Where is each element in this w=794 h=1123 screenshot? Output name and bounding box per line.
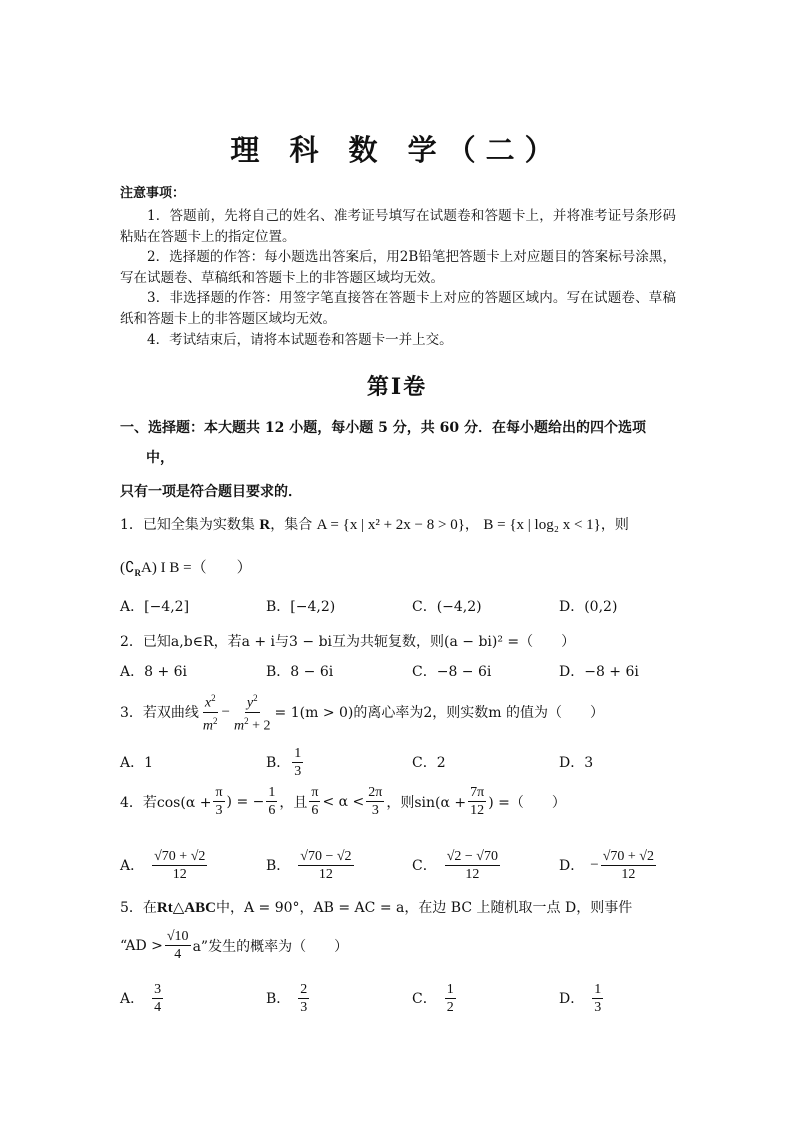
q4-text-c: ，且	[279, 794, 308, 811]
q4-option-a-den: 12	[172, 866, 187, 882]
q1-text: 1．已知全集为实数集	[120, 517, 255, 533]
q4-option-d-num: √70 + √2	[602, 848, 654, 864]
q2-option-c: C．−8 − 6i	[412, 664, 492, 680]
q4-options	[120, 845, 680, 885]
q5-text-line2b: a”发生的概率为（ ）	[192, 938, 349, 955]
q3-frac-x: $\frac{x^2}{m^2}$	[201, 690, 220, 734]
q4-option-b-label: B．	[266, 858, 291, 874]
q1-option-d: D．(0,2)	[559, 599, 618, 615]
q4-option-d	[559, 845, 658, 885]
notice-item: 1．答题前，先将自己的姓名、准考证号填写在试题卷和答题卡上，并将准考证号条形码粘贴在答题卡上的指定位置。	[120, 208, 676, 245]
q1-expr: A) I B =（ ）	[141, 560, 252, 576]
q3-text: 3．若双曲线	[120, 705, 199, 722]
q3-option-b-den: 3	[294, 763, 302, 779]
q1-option-c: C．(−4,2)	[412, 599, 482, 615]
q1-complement: (∁	[120, 560, 135, 576]
q4-text-f: ) =（ ）	[488, 794, 566, 811]
q3-option-b-label: B．	[266, 755, 291, 771]
q5-text-c: 中，A = 90°，AB = AC = a，在边 BC 上随机取一点 D，则事件	[215, 900, 633, 916]
q5-text-line2a: “AD >	[120, 937, 163, 954]
q5-triangle: Rt△ABC	[156, 900, 216, 916]
q1-option-b: B．[−4,2)	[266, 599, 336, 615]
q4-option-b-den: 12	[318, 866, 333, 882]
q5-options	[120, 978, 680, 1018]
q5-option-d-den: 3	[594, 999, 602, 1015]
notice-item: 2．选择题的作答：每小题选出答案后，用2B铅笔把答题卡上对应题目的答案标号涂黑，写在试题卷、草稿纸和答题卡上的非答题区域均无效。	[120, 249, 676, 286]
q1-option-a: A．[−4,2]	[120, 599, 190, 615]
q3-option-d: D．3	[559, 755, 594, 771]
q1-set-b: B = {x | log₂ x < 1}	[483, 517, 601, 533]
q4-option-a-num: √70 + √2	[154, 848, 206, 864]
q1-set-a: A = {x | x² + 2x − 8 > 0}	[316, 517, 465, 533]
q5-option-a-num: 3	[154, 981, 162, 997]
q4-option-d-label: D．	[559, 858, 585, 874]
q5-option-d	[559, 978, 605, 1018]
part-heading-line3: 只有一项是符合题目要求的．	[120, 484, 302, 500]
q5-option-b-label: B．	[266, 991, 291, 1007]
q5-option-d-label: D．	[559, 991, 585, 1007]
page-title: 理 科 数 学（二）	[230, 133, 564, 167]
question-5	[120, 897, 680, 917]
part-heading-cont: 中，	[146, 450, 174, 466]
q4-option-c-label: C．	[412, 858, 437, 874]
q3-text-b: = 1(m > 0)的离心率为2，则实数m 的值为（ ）	[274, 705, 605, 722]
q5-option-a-den: 4	[154, 999, 162, 1015]
q5-option-b	[266, 978, 311, 1018]
question-3: 3．若双曲线 $\frac{x^2}{m^2}$ − $\frac{y^2}{m^2 + 2}$ = 1(m > 0)的离心率为2，则实数m 的值为（ ）	[120, 690, 680, 734]
q4-option-d-den: 12	[621, 866, 636, 882]
notice-item: 4．考试结束后，请将本试题卷和答题卡一并上交。	[147, 331, 453, 348]
q4-text-d: < α <	[322, 793, 365, 810]
q5-option-a	[120, 978, 165, 1018]
q4-option-b-num: √70 − √2	[300, 848, 352, 864]
question-2: 2．已知a,b∈R，若a + i与3 − bi互为共轭复数，则(a − bi)² =（ ）	[120, 634, 576, 650]
q4-option-a-label: A．	[120, 858, 145, 874]
q2-option-d: D．−8 + 6i	[559, 664, 639, 680]
q4-option-b	[266, 845, 356, 885]
notice-item: 3．非选择题的作答：用签字笔直接答在答题卡上对应的答题区域内。写在试题卷、草稿纸和答题卡上的非答题区域均无效。	[120, 290, 676, 327]
q4-option-c-num: √2 − √70	[446, 848, 498, 864]
question-5-line2	[120, 928, 680, 963]
q4-option-d-minus: −	[590, 856, 599, 873]
question-4: 4．若cos(α + $\frac{\pi}{3}$ ) = − $\frac{1}{6}$ ，且 $\frac{\pi}{6}$ < α < $\frac{2\pi}{3}$ ，则sin(α + $\frac{7\pi}{12}$ ) =（ ）	[120, 785, 566, 818]
q4-option-a	[120, 845, 209, 885]
q1-options	[120, 586, 680, 626]
q5-option-c-den: 2	[446, 999, 454, 1015]
q5-option-b-den: 3	[300, 999, 308, 1015]
q5-option-c	[412, 978, 458, 1018]
q5-option-c-num: 1	[446, 981, 454, 997]
q3-options	[120, 742, 680, 782]
q4-text-b: ) = −	[226, 793, 265, 810]
q4-option-c-den: 12	[465, 866, 480, 882]
q5-option-a-label: A．	[120, 991, 145, 1007]
question-1-line2: $(∁_RA)$ I B =（ ）	[120, 560, 252, 578]
q3-option-b	[266, 742, 305, 782]
q5-option-b-num: 2	[300, 981, 308, 997]
notice-heading: 注意事项：	[120, 186, 186, 201]
q5-frac-den: 4	[174, 947, 182, 962]
q2-options	[120, 651, 680, 691]
q5-frac-num: √10	[166, 929, 189, 944]
q4-option-c	[412, 845, 502, 885]
q3-frac-y: $\frac{y^2}{m^2 + 2}$	[232, 690, 273, 734]
q5-option-d-num: 1	[594, 981, 602, 997]
q5-text-a: 5．在	[120, 900, 157, 916]
q3-option-b-num: 1	[294, 745, 302, 761]
section-title: 第Ⅰ卷	[366, 374, 428, 400]
q1-text-d: ，则	[600, 517, 629, 533]
question-1: 1．已知全集为实数集 R，集合 A = {x | x² + 2x − 8 > 0}， B = {x | log₂ x < 1}，则	[120, 517, 629, 533]
q1-set-r: R	[259, 517, 271, 533]
q3-option-a: A．1	[120, 755, 154, 771]
q2-option-b: B．8 − 6i	[266, 664, 334, 680]
part-heading: 一、选择题：本大题共 12 小题，每小题 5 分，共 60 分．在每小题给出的四个选项	[120, 420, 646, 436]
q4-text-a: 4．若cos(α +	[120, 794, 212, 811]
q4-text-e: ，则sin(α +	[386, 794, 467, 811]
q2-option-a: A．8 + 6i	[120, 664, 188, 680]
q1-text-b: ，集合	[270, 517, 313, 533]
q3-option-c: C．2	[412, 755, 446, 771]
notice-list	[120, 206, 676, 350]
q5-option-c-label: C．	[412, 991, 437, 1007]
